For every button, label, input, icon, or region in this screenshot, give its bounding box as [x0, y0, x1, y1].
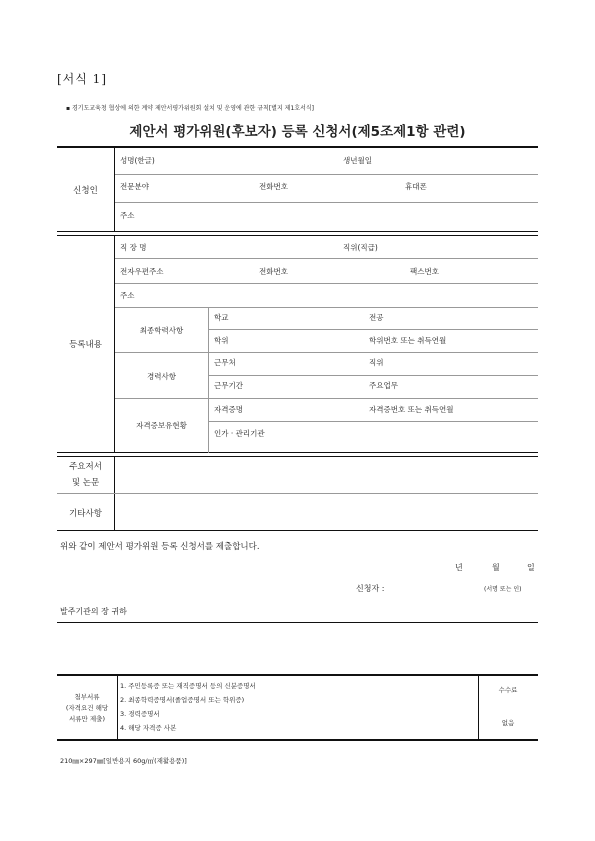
- major-field-label: 전공: [369, 313, 384, 322]
- degree-field-label: 학위: [214, 336, 229, 345]
- fax-field-label: 팩스번호: [410, 267, 439, 276]
- applicant-section-label: 신청인: [73, 186, 98, 196]
- paper-spec-footer: 210㎜×297㎜[일반용지 60g/㎡(재활용품)]: [60, 757, 187, 765]
- degree-number-field-label: 학위번호 또는 취득연월: [369, 336, 447, 345]
- work-phone-field-label: 전화번호: [259, 267, 288, 276]
- name-field-label: 성명(한글): [120, 156, 155, 165]
- career-position-field-label: 직위: [369, 358, 384, 367]
- date-year-label: 년: [455, 563, 463, 572]
- duties-field-label: 주요업무: [369, 381, 398, 390]
- period-field-label: 근무기간: [214, 381, 243, 390]
- attachment-item: 2. 최종학력증명서(졸업증명서 또는 학위증): [120, 696, 245, 704]
- phone-field-label: 전화번호: [259, 182, 288, 191]
- workplace-field-label: 직 장 명: [120, 243, 147, 252]
- signer-label: 신청자 :: [356, 584, 385, 593]
- address-field-label: 주소: [120, 211, 135, 220]
- attachment-item: 3. 경력증명서: [120, 710, 160, 718]
- cert-number-field-label: 자격증번호 또는 취득연월: [369, 405, 454, 414]
- publications-label-line2: 및 논문: [71, 478, 100, 488]
- regulation-note: ▪ 경기도교육청 협상에 의한 계약 제안서평가위원회 설치 및 운영에 관한 규칙[별지 제1호서식]: [66, 105, 314, 112]
- position-field-label: 직위(직급): [343, 243, 378, 252]
- attachment-item: 4. 해당 자격증 사본: [120, 724, 177, 732]
- cert-name-field-label: 자격증명: [214, 405, 243, 414]
- attachments-label-line2: (자격요건 해당: [65, 704, 109, 712]
- email-field-label: 전자우편주소: [120, 267, 164, 276]
- date-day-label: 일: [527, 563, 535, 572]
- certificate-label: 자격증보유현황: [136, 421, 187, 430]
- form-number: [서식 1]: [57, 72, 107, 86]
- form-title: 제안서 평가위원(후보자) 등록 신청서(제5조제1항 관련): [129, 124, 466, 140]
- fee-label: 수수료: [498, 686, 518, 694]
- recipient-text: 발주기관의 장 귀하: [60, 607, 127, 616]
- declaration-text: 위와 같이 제안서 평가위원 등록 신청서를 제출합니다.: [60, 542, 260, 552]
- school-field-label: 학교: [214, 313, 229, 322]
- issuer-field-label: 인가 · 관리기관: [214, 429, 265, 438]
- career-label: 경력사항: [147, 372, 176, 381]
- attachments-label-line1: 첨부서류: [74, 693, 100, 701]
- mobile-field-label: 휴대폰: [405, 182, 427, 191]
- registration-section-label: 등록내용: [69, 340, 102, 350]
- publications-label-line1: 주요저서: [69, 462, 102, 472]
- sign-note: (서명 또는 인): [484, 586, 522, 593]
- field-field-label: 전문분야: [120, 182, 149, 191]
- employer-field-label: 근무처: [214, 358, 236, 367]
- birth-field-label: 생년월일: [343, 156, 372, 165]
- date-month-label: 월: [492, 563, 500, 572]
- misc-label: 기타사항: [69, 509, 102, 519]
- attachment-item: 1. 주민등록증 또는 재직증명서 등의 신분증명서: [120, 682, 256, 690]
- work-address-field-label: 주소: [120, 291, 135, 300]
- education-label: 최종학력사항: [139, 326, 184, 335]
- fee-value: 없음: [501, 719, 515, 727]
- attachments-label-line3: 서류만 제출): [69, 715, 105, 723]
